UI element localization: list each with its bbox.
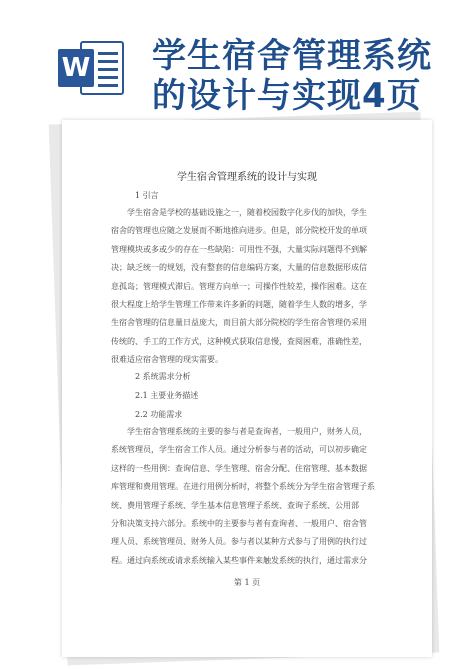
- document-page: [62, 120, 432, 657]
- section-heading-functions: 2.2 功能需求: [135, 410, 183, 419]
- section-heading-intro: 1 引言: [135, 191, 159, 200]
- paragraph-line: 库管理和费用管理。在进行用例分析时，将整个系统分为学生宿舍管理子系: [111, 482, 375, 492]
- page-number: 第 1 页: [233, 578, 261, 587]
- paragraph-line: 理人员、系统管理员、财务人员。参与者以某种方式参与了用例的执行过: [111, 537, 367, 547]
- paragraph-line: 生宿舍管理的信息量日益庞大，而目前大部分院校的学生宿舍管理仍采用: [111, 318, 367, 328]
- banner-title-line-1: 学生宿舍管理系统: [152, 36, 432, 76]
- word-document-icon: [58, 37, 128, 99]
- functions-paragraph: [111, 423, 416, 570]
- paragraph-line: 很难适应宿舍管理的现实需要。: [111, 355, 223, 365]
- document-title: 学生宿舍管理系统的设计与实现: [177, 172, 317, 183]
- paragraph-line: 宿舍的管理也应随之发展而不断地推向进步。但是，部分院校开发的单项: [111, 226, 367, 236]
- paragraph-line: 决；缺乏统一的规划，没有整套的信息编码方案，大量的信息数据形成信: [111, 263, 367, 273]
- paragraph-line: 统、费用管理子系统、学生基本信息管理子系统、查询子系统、公用部: [111, 500, 359, 510]
- paragraph-line: 这样的一些用例：查询信息、学生管理、宿舍分配、住宿管理、基本数据: [111, 463, 367, 473]
- word-icon-letter: W: [58, 49, 94, 87]
- intro-paragraph: [111, 204, 416, 370]
- paragraph-line: 程。通过向系统或请求系统输入某些事件来触发系统的执行，通过需求分: [111, 555, 367, 565]
- paragraph-line: 分和决策支持六部分。系统中的主要参与者有查询者、一般用户、宿舍管: [111, 519, 367, 529]
- paragraph-line: 息孤岛；管理模式滞后。管理方向单一；可操作性较差，操作困难。这在: [111, 281, 367, 291]
- paragraph-line: 传统的、手工的工作方式，这种模式获取信息慢，查阅困难，准确性差，: [111, 336, 367, 346]
- paragraph-line: 学生宿舍是学校的基础设施之一，随着校园数字化步伐的加快，学生: [127, 208, 367, 217]
- paragraph-line: 很大程度上给学生管理工作带来许多新的问题，随着学生人数的增多，学: [111, 300, 367, 310]
- section-heading-requirements: 2 系统需求分析: [135, 372, 191, 381]
- paragraph-line: 学生宿舍管理系统的主要的参与者是查询者，一般用户，财务人员，: [127, 427, 367, 436]
- banner-title-line-2: 的设计与实现4页: [152, 76, 422, 116]
- banner: [0, 0, 474, 116]
- paragraph-line: 系统管理员，学生宿舍工作人员。通过分析参与者的活动，可以初步确定: [111, 445, 367, 455]
- section-heading-business: 2.1 主要业务描述: [135, 391, 199, 400]
- paragraph-line: 管理模块或多或少的存在一些缺陷：可用性不强，大量实际问题得不到解: [111, 244, 367, 254]
